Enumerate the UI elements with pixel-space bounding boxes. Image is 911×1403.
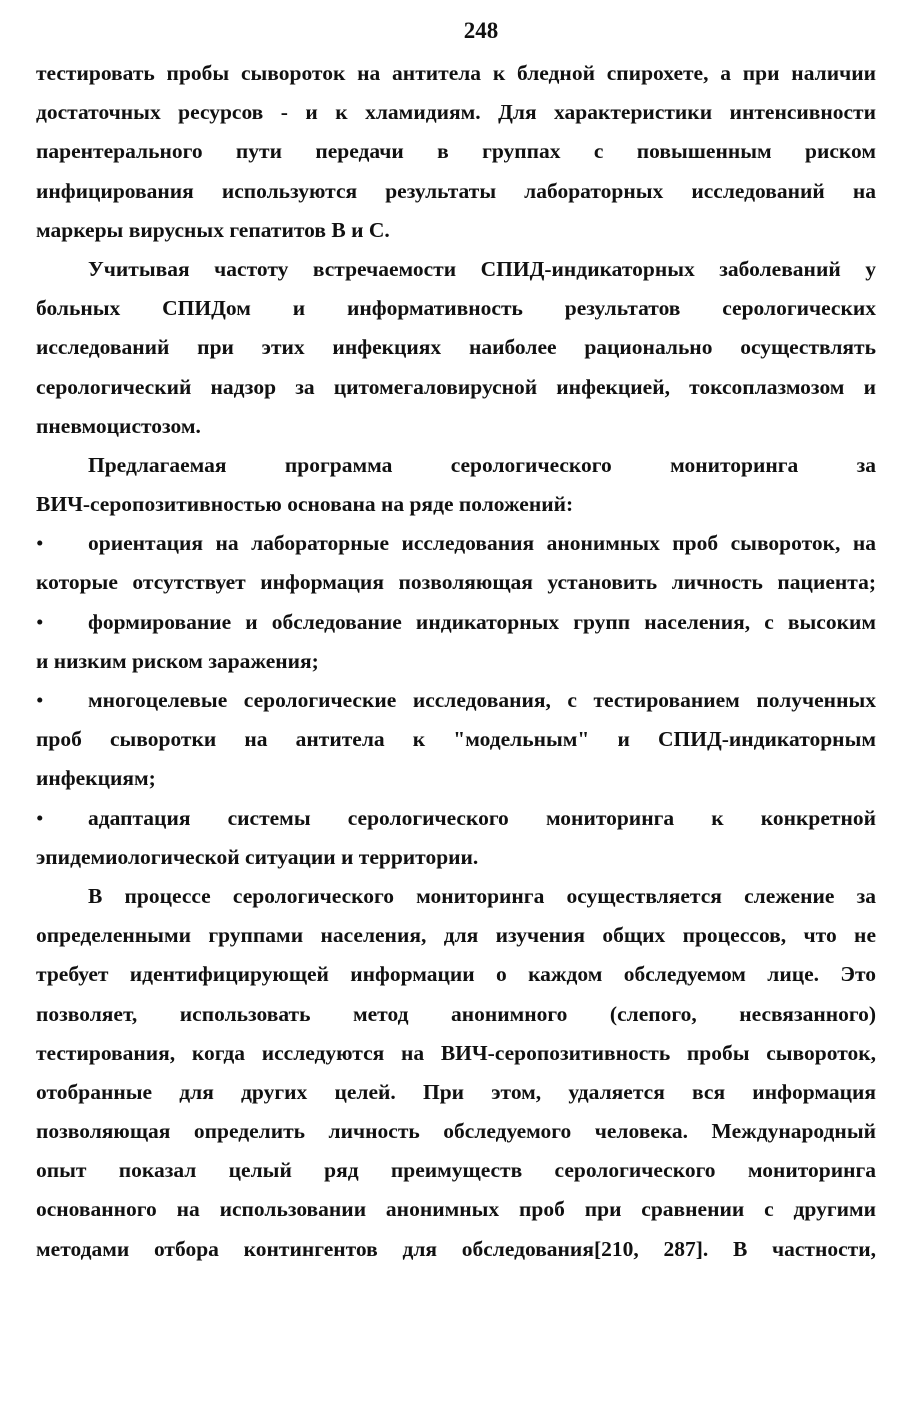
bullet-item [36, 681, 876, 720]
text-line: опыт показал целый ряд преимуществ серологического мониторинга [36, 1158, 876, 1183]
document-body [36, 54, 876, 1269]
text-line: парентерального пути передачи в группах с повышенным риском [36, 139, 876, 164]
text-line: и низким риском заражения; [36, 648, 319, 673]
text-line: определенными группами населения, для изучения общих процессов, что не [36, 923, 876, 948]
text-line: серологический надзор за цитомегаловирусной инфекцией, токсоплазмозом и [36, 374, 876, 399]
text-line: проб сыворотки на антитела к "модельным" и СПИД-индикаторным [36, 727, 876, 752]
paragraph-first-line: Предлагаемая программа серологического мониторинга за [88, 452, 876, 477]
page-number: 248 [463, 18, 499, 43]
text-line: пневмоцистозом. [36, 413, 201, 438]
text-line: основанного на использовании анонимных проб при сравнении с другими [36, 1197, 876, 1222]
text-line: достаточных ресурсов - и к хламидиям. Для характеристики интенсивности [36, 100, 876, 125]
bullet-text: многоцелевые серологические исследования, с тестированием полученных [88, 688, 876, 712]
text-line: позволяет, использовать метод анонимного (слепого, несвязанного) [36, 1001, 876, 1026]
text-line: эпидемиологической ситуации и территории. [36, 844, 479, 869]
text-line: тестировать пробы сывороток на антитела к бледной спирохете, а при наличии [36, 61, 876, 85]
text-line: исследований при этих инфекциях наиболее рационально осуществлять [36, 335, 876, 360]
text-line: ВИЧ-серопозитивностью основана на ряде положений: [36, 492, 574, 517]
bullet-item [36, 603, 876, 642]
bullet-text: адаптация системы серологического мониторинга к конкретной [88, 805, 876, 830]
text-line: позволяющая определить личность обследуемого человека. Международный [36, 1119, 876, 1144]
bullet-text: ориентация на лабораторные исследования анонимных проб сывороток, на [88, 531, 876, 556]
bullet-item [36, 799, 876, 838]
bullet-marker: • [36, 609, 44, 634]
paragraph-first-line: Учитывая частоту встречаемости СПИД-индикаторных заболеваний у [88, 256, 876, 281]
text-line: требует идентифицирующей информации о каждом обследуемом лице. Это [36, 962, 876, 987]
text-line: которые отсутствует информация позволяющая установить личность пациента; [36, 570, 876, 595]
text-line: отобранные для других целей. При этом, удаляется вся информация [36, 1079, 876, 1104]
text-line: больных СПИДом и информативность результатов серологических [36, 296, 876, 321]
text-line: инфицирования используются результаты лабораторных исследований на [36, 178, 876, 203]
text-line: тестирования, когда исследуются на ВИЧ-серопозитивность пробы сывороток, [36, 1040, 876, 1065]
text-line: маркеры вирусных гепатитов В и С. [36, 217, 390, 242]
bullet-marker: • [36, 531, 44, 556]
bullet-text: формирование и обследование индикаторных групп населения, с высоким [88, 609, 876, 634]
bullet-marker: • [36, 688, 44, 712]
bullet-marker: • [36, 805, 44, 830]
paragraph-first-line: В процессе серологического мониторинга осуществляется слежение за [88, 883, 876, 908]
text-line: методами отбора контингентов для обследования[210, 287]. В частности, [36, 1236, 876, 1261]
text-line: инфекциям; [36, 766, 156, 791]
bullet-item [36, 524, 876, 563]
